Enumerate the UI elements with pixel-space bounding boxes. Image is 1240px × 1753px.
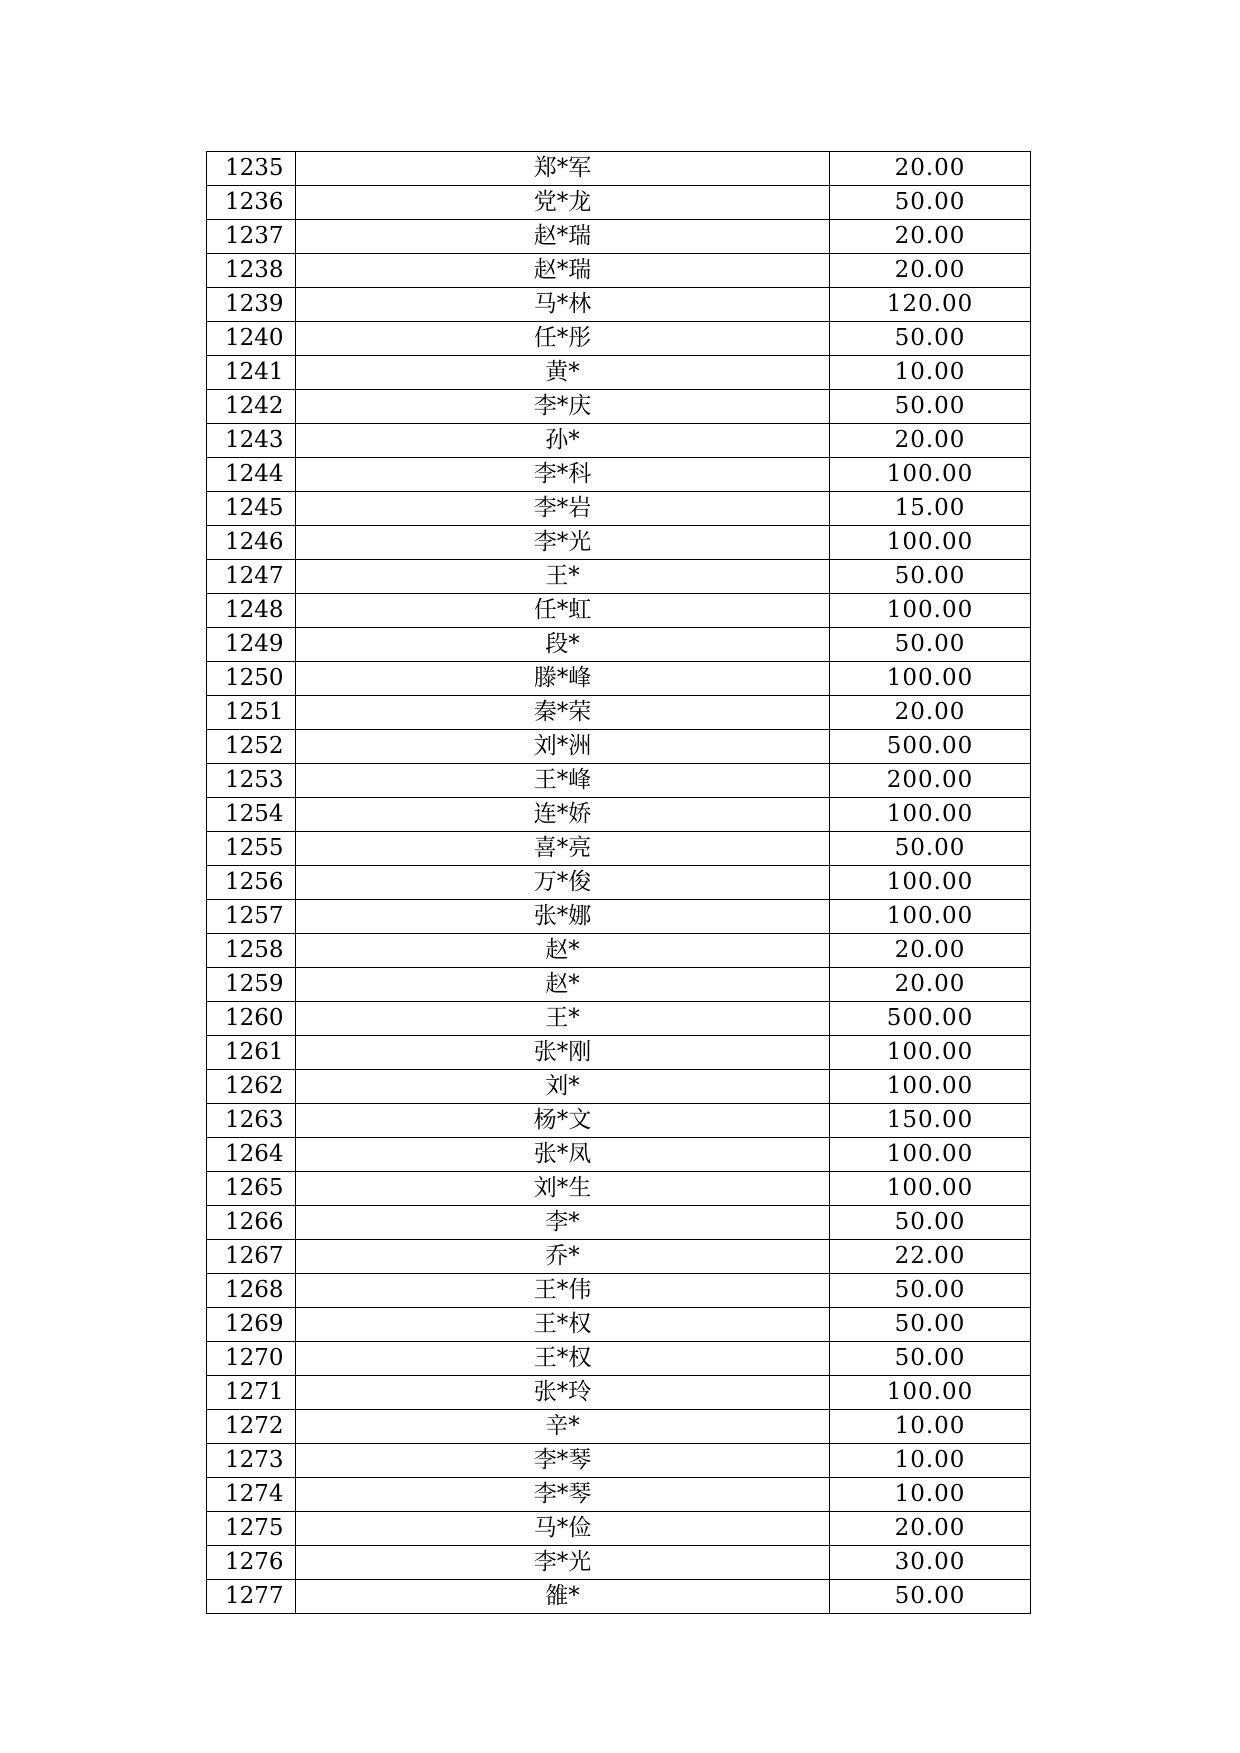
row-index-cell: 1266 (207, 1206, 296, 1240)
amount-cell: 200.00 (830, 764, 1031, 798)
amount-cell: 50.00 (830, 322, 1031, 356)
donor-name-cell: 任*彤 (296, 322, 830, 356)
row-index-cell: 1271 (207, 1376, 296, 1410)
table-row (207, 356, 1031, 390)
table-row (207, 628, 1031, 662)
amount-cell: 100.00 (830, 900, 1031, 934)
table-row (207, 1376, 1031, 1410)
donor-name-cell: 李*琴 (296, 1444, 830, 1478)
amount-cell: 20.00 (830, 1512, 1031, 1546)
donor-name-cell: 李*光 (296, 1546, 830, 1580)
amount-cell: 50.00 (830, 832, 1031, 866)
donation-table (206, 151, 1031, 1614)
row-index-cell: 1252 (207, 730, 296, 764)
donor-name-cell: 刘*洲 (296, 730, 830, 764)
donor-name-cell: 赵* (296, 934, 830, 968)
donor-name-cell: 秦*荣 (296, 696, 830, 730)
row-index-cell: 1247 (207, 560, 296, 594)
table-row (207, 492, 1031, 526)
table-row (207, 1444, 1031, 1478)
donor-name-cell: 王* (296, 1002, 830, 1036)
amount-cell: 22.00 (830, 1240, 1031, 1274)
donor-name-cell: 连*娇 (296, 798, 830, 832)
donor-name-cell: 赵* (296, 968, 830, 1002)
row-index-cell: 1236 (207, 186, 296, 220)
row-index-cell: 1251 (207, 696, 296, 730)
donor-name-cell: 黄* (296, 356, 830, 390)
amount-cell: 100.00 (830, 1172, 1031, 1206)
table-row (207, 764, 1031, 798)
amount-cell: 20.00 (830, 696, 1031, 730)
row-index-cell: 1240 (207, 322, 296, 356)
amount-cell: 100.00 (830, 1036, 1031, 1070)
table-row (207, 1002, 1031, 1036)
table-row (207, 322, 1031, 356)
row-index-cell: 1250 (207, 662, 296, 696)
table-row (207, 560, 1031, 594)
amount-cell: 150.00 (830, 1104, 1031, 1138)
table-row (207, 152, 1031, 186)
table-row (207, 254, 1031, 288)
table-row (207, 968, 1031, 1002)
row-index-cell: 1253 (207, 764, 296, 798)
row-index-cell: 1255 (207, 832, 296, 866)
table-row (207, 1206, 1031, 1240)
row-index-cell: 1273 (207, 1444, 296, 1478)
table-row (207, 696, 1031, 730)
donor-name-cell: 任*虹 (296, 594, 830, 628)
table-row (207, 900, 1031, 934)
table-row (207, 934, 1031, 968)
table-row (207, 1478, 1031, 1512)
donor-name-cell: 刘*生 (296, 1172, 830, 1206)
donor-name-cell: 马*林 (296, 288, 830, 322)
amount-cell: 30.00 (830, 1546, 1031, 1580)
row-index-cell: 1243 (207, 424, 296, 458)
amount-cell: 50.00 (830, 1206, 1031, 1240)
amount-cell: 20.00 (830, 968, 1031, 1002)
amount-cell: 10.00 (830, 1478, 1031, 1512)
amount-cell: 50.00 (830, 186, 1031, 220)
row-index-cell: 1277 (207, 1580, 296, 1614)
amount-cell: 50.00 (830, 1580, 1031, 1614)
amount-cell: 100.00 (830, 798, 1031, 832)
amount-cell: 120.00 (830, 288, 1031, 322)
row-index-cell: 1241 (207, 356, 296, 390)
donor-name-cell: 党*龙 (296, 186, 830, 220)
table-row (207, 1410, 1031, 1444)
row-index-cell: 1258 (207, 934, 296, 968)
donor-name-cell: 赵*瑞 (296, 220, 830, 254)
amount-cell: 10.00 (830, 1444, 1031, 1478)
row-index-cell: 1275 (207, 1512, 296, 1546)
donor-name-cell: 段* (296, 628, 830, 662)
donor-name-cell: 辛* (296, 1410, 830, 1444)
amount-cell: 100.00 (830, 458, 1031, 492)
row-index-cell: 1237 (207, 220, 296, 254)
row-index-cell: 1249 (207, 628, 296, 662)
table-row (207, 1172, 1031, 1206)
row-index-cell: 1242 (207, 390, 296, 424)
amount-cell: 15.00 (830, 492, 1031, 526)
donor-name-cell: 孙* (296, 424, 830, 458)
row-index-cell: 1265 (207, 1172, 296, 1206)
amount-cell: 50.00 (830, 1274, 1031, 1308)
amount-cell: 20.00 (830, 220, 1031, 254)
row-index-cell: 1259 (207, 968, 296, 1002)
amount-cell: 20.00 (830, 934, 1031, 968)
amount-cell: 20.00 (830, 152, 1031, 186)
amount-cell: 100.00 (830, 526, 1031, 560)
donor-name-cell: 李* (296, 1206, 830, 1240)
amount-cell: 10.00 (830, 356, 1031, 390)
table-row (207, 1308, 1031, 1342)
row-index-cell: 1254 (207, 798, 296, 832)
amount-cell: 100.00 (830, 662, 1031, 696)
table-row (207, 424, 1031, 458)
table-row (207, 798, 1031, 832)
row-index-cell: 1268 (207, 1274, 296, 1308)
donor-name-cell: 李*科 (296, 458, 830, 492)
amount-cell: 20.00 (830, 254, 1031, 288)
table-row (207, 1342, 1031, 1376)
table-row (207, 662, 1031, 696)
donor-name-cell: 万*俊 (296, 866, 830, 900)
row-index-cell: 1270 (207, 1342, 296, 1376)
amount-cell: 100.00 (830, 1138, 1031, 1172)
table-row (207, 1580, 1031, 1614)
row-index-cell: 1264 (207, 1138, 296, 1172)
table-row (207, 866, 1031, 900)
amount-cell: 100.00 (830, 1070, 1031, 1104)
amount-cell: 100.00 (830, 594, 1031, 628)
donor-name-cell: 李*岩 (296, 492, 830, 526)
amount-cell: 20.00 (830, 424, 1031, 458)
row-index-cell: 1256 (207, 866, 296, 900)
table-row (207, 730, 1031, 764)
donor-name-cell: 李*光 (296, 526, 830, 560)
table-row (207, 220, 1031, 254)
donor-name-cell: 赵*瑞 (296, 254, 830, 288)
donor-name-cell: 李*琴 (296, 1478, 830, 1512)
donor-name-cell: 张*玲 (296, 1376, 830, 1410)
row-index-cell: 1244 (207, 458, 296, 492)
donor-name-cell: 王*权 (296, 1308, 830, 1342)
table-row (207, 288, 1031, 322)
table-row (207, 1274, 1031, 1308)
donor-name-cell: 刘* (296, 1070, 830, 1104)
row-index-cell: 1260 (207, 1002, 296, 1036)
amount-cell: 50.00 (830, 1342, 1031, 1376)
donor-name-cell: 张*娜 (296, 900, 830, 934)
amount-cell: 500.00 (830, 1002, 1031, 1036)
amount-cell: 500.00 (830, 730, 1031, 764)
table-row (207, 1546, 1031, 1580)
table-row (207, 1512, 1031, 1546)
table-row (207, 1104, 1031, 1138)
amount-cell: 50.00 (830, 1308, 1031, 1342)
donor-name-cell: 喜*亮 (296, 832, 830, 866)
table-row (207, 186, 1031, 220)
donor-name-cell: 王*伟 (296, 1274, 830, 1308)
row-index-cell: 1267 (207, 1240, 296, 1274)
amount-cell: 100.00 (830, 866, 1031, 900)
table-row (207, 526, 1031, 560)
row-index-cell: 1238 (207, 254, 296, 288)
donor-name-cell: 马*俭 (296, 1512, 830, 1546)
row-index-cell: 1257 (207, 900, 296, 934)
row-index-cell: 1274 (207, 1478, 296, 1512)
table-row (207, 1138, 1031, 1172)
amount-cell: 50.00 (830, 560, 1031, 594)
row-index-cell: 1246 (207, 526, 296, 560)
table-row (207, 1240, 1031, 1274)
row-index-cell: 1261 (207, 1036, 296, 1070)
donor-name-cell: 滕*峰 (296, 662, 830, 696)
row-index-cell: 1262 (207, 1070, 296, 1104)
donor-name-cell: 张*凤 (296, 1138, 830, 1172)
table-row (207, 390, 1031, 424)
table-row (207, 458, 1031, 492)
amount-cell: 100.00 (830, 1376, 1031, 1410)
donor-name-cell: 郑*军 (296, 152, 830, 186)
donor-name-cell: 张*刚 (296, 1036, 830, 1070)
donor-name-cell: 李*庆 (296, 390, 830, 424)
donor-name-cell: 王*权 (296, 1342, 830, 1376)
table-row (207, 832, 1031, 866)
amount-cell: 10.00 (830, 1410, 1031, 1444)
table-row (207, 594, 1031, 628)
donor-name-cell: 雒* (296, 1580, 830, 1614)
row-index-cell: 1269 (207, 1308, 296, 1342)
table-row (207, 1036, 1031, 1070)
row-index-cell: 1272 (207, 1410, 296, 1444)
row-index-cell: 1239 (207, 288, 296, 322)
donor-name-cell: 王* (296, 560, 830, 594)
row-index-cell: 1276 (207, 1546, 296, 1580)
amount-cell: 50.00 (830, 390, 1031, 424)
donor-name-cell: 王*峰 (296, 764, 830, 798)
row-index-cell: 1245 (207, 492, 296, 526)
amount-cell: 50.00 (830, 628, 1031, 662)
donor-name-cell: 杨*文 (296, 1104, 830, 1138)
table-row (207, 1070, 1031, 1104)
donor-name-cell: 乔* (296, 1240, 830, 1274)
row-index-cell: 1263 (207, 1104, 296, 1138)
row-index-cell: 1248 (207, 594, 296, 628)
table-body (207, 152, 1031, 1614)
row-index-cell: 1235 (207, 152, 296, 186)
donation-table-container (206, 151, 1028, 1614)
